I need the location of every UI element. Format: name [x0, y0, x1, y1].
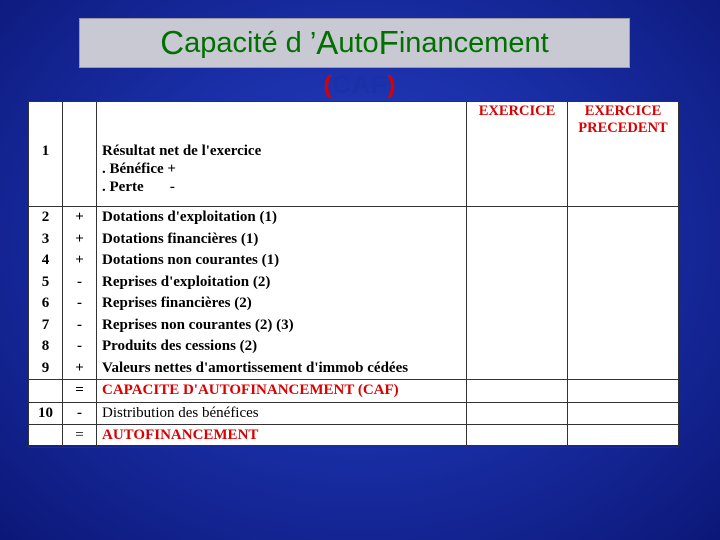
caf-table-sheet [28, 101, 678, 445]
block-a-signs [63, 207, 97, 380]
title-part-c: C [160, 24, 185, 61]
row-number: 4 [41, 252, 50, 268]
row-sign: + [75, 359, 84, 376]
table-row-block-a [29, 207, 679, 380]
block-a-prev-cell [568, 207, 679, 380]
row-label: Produits des cessions (2) [102, 338, 258, 354]
row-label-result [97, 102, 467, 207]
row-sign-1 [63, 102, 97, 207]
autofinancement-sign: = [63, 425, 97, 448]
header-exercice: EXERCICE [467, 102, 568, 207]
row-number: 9 [41, 359, 50, 376]
table-row-caf [29, 380, 679, 403]
result-line-title: Résultat net de l'exercice [102, 143, 262, 159]
row-number-10: 10 [29, 402, 63, 425]
table-row-autofinancement [29, 425, 679, 448]
row-number: 2 [41, 209, 50, 225]
title-part-f: F [378, 24, 399, 61]
title-part-uto: uto [338, 26, 379, 59]
caf-sign: = [63, 380, 97, 403]
caf-label: CAPACITE D'AUTOFINANCEMENT (CAF) [97, 380, 467, 403]
header-exercice-precedent [568, 102, 679, 207]
row-label: Dotations non courantes (1) [102, 252, 280, 268]
subtitle-caf: CAF [332, 71, 388, 99]
row-label: Reprises non courantes (2) (3) [102, 316, 294, 333]
subtitle-close-paren: ) [387, 71, 397, 99]
row-sign: + [75, 230, 84, 247]
block-a-exercice-cell [467, 207, 568, 380]
table-row-distribution [29, 402, 679, 425]
row-label: Dotations d'exploitation (1) [102, 209, 278, 225]
distribution-prev-cell [568, 402, 679, 425]
row-label: Reprises financières (2) [102, 295, 252, 311]
caf-prev-cell [568, 380, 679, 403]
result-line-benefice: . Bénéfice + [102, 161, 176, 177]
title-part-a: A [316, 24, 339, 61]
caf-exercice-cell [467, 380, 568, 403]
row-sign: - [77, 295, 82, 311]
row-number: 3 [41, 230, 50, 247]
row-number: 5 [41, 273, 50, 290]
autofinancement-exercice-cell [467, 425, 568, 448]
block-a-labels [97, 207, 467, 380]
row-number: 7 [41, 316, 50, 333]
header-prev-line1: EXERCICE [584, 103, 662, 119]
row-label: Valeurs nettes d'amortissement d'immob cédées [102, 359, 409, 376]
distribution-label: Distribution des bénéfices [97, 402, 467, 425]
result-line-perte: . Perte - [102, 179, 175, 195]
row-sign: - [77, 273, 82, 290]
title-part-inancement: inancement [398, 26, 549, 59]
row-number: 6 [41, 295, 50, 311]
slide-subtitle [0, 71, 720, 100]
row-label: Reprises d'exploitation (2) [102, 273, 271, 290]
slide-title [79, 18, 630, 68]
row-label: Dotations financières (1) [102, 230, 259, 247]
header-prev-line2: PRECEDENT [578, 120, 668, 136]
row-sign-10: - [63, 402, 97, 425]
subtitle-open-paren: ( [323, 71, 333, 99]
row-number-1: 1 [29, 102, 63, 207]
caf-table [28, 101, 679, 448]
row-sign: - [77, 316, 82, 333]
caf-number [29, 380, 63, 403]
autofinancement-number [29, 425, 63, 448]
block-a-numbers [29, 207, 63, 380]
distribution-exercice-cell [467, 402, 568, 425]
title-part-apacite: apacité d ’ [184, 26, 317, 59]
row-sign: + [75, 209, 84, 225]
autofinancement-prev-cell [568, 425, 679, 448]
row-number: 8 [41, 338, 50, 354]
row-sign: + [75, 252, 84, 268]
table-row-result [29, 102, 679, 207]
row-sign: - [77, 338, 82, 354]
autofinancement-label: AUTOFINANCEMENT [97, 425, 467, 448]
